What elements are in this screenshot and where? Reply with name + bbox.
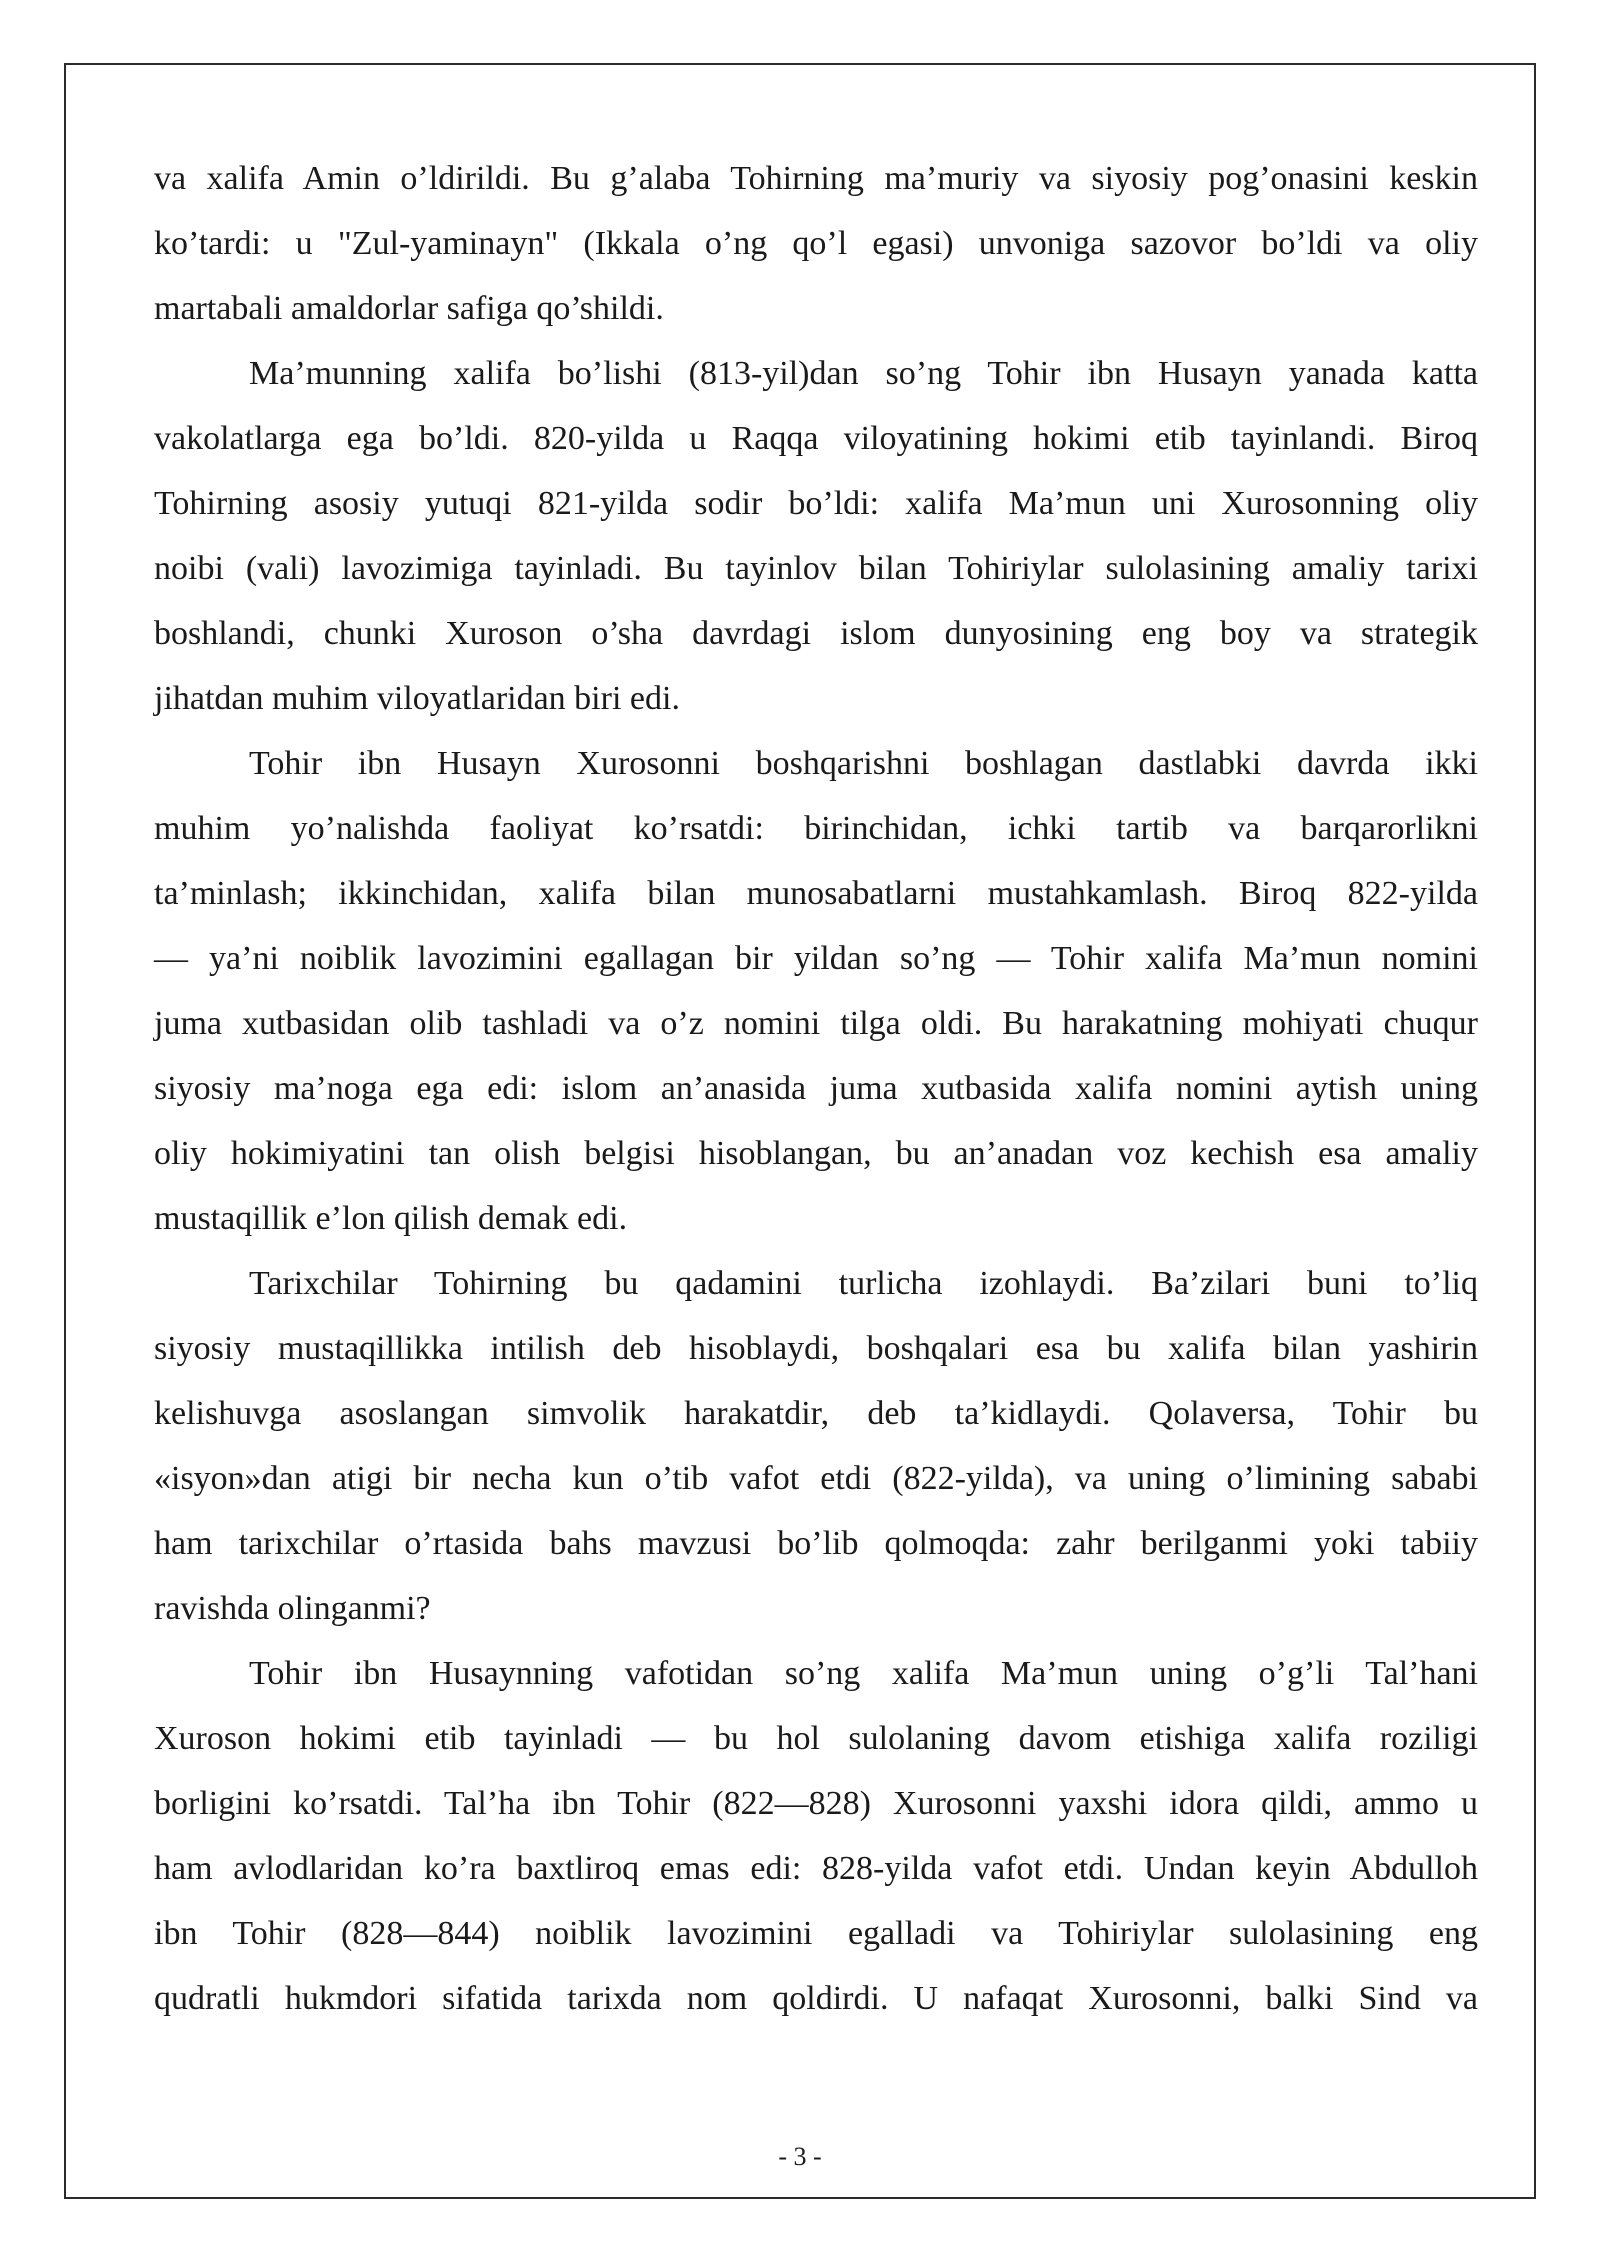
- text-line: noibi (vali) lavozimiga tayinladi. Bu tayinlov bilan Tohiriylar sulolasining amaliy tarixi: [154, 550, 1478, 587]
- text-line: borligini ko’rsatdi. Tal’ha ibn Tohir (822—828) Xurosonni yaxshi idora qildi, ammo u: [154, 1785, 1478, 1822]
- text-line: boshlandi, chunki Xuroson o’sha davrdagi islom dunyosining eng boy va strategik: [154, 615, 1478, 652]
- text-line: siyosiy ma’noga ega edi: islom an’anasida juma xutbasida xalifa nomini aytish uning: [154, 1070, 1478, 1107]
- text-line: muhim yo’nalishda faoliyat ko’rsatdi: birinchidan, ichki tartib va barqarorlikni: [154, 810, 1478, 847]
- text-line: — ya’ni noiblik lavozimini egallagan bir yildan so’ng — Tohir xalifa Ma’mun nomini: [154, 940, 1478, 977]
- text-line: oliy hokimiyatini tan olish belgisi hisoblangan, bu an’anadan voz kechish esa amaliy: [154, 1135, 1478, 1172]
- text-line: Ma’munning xalifa bo’lishi (813-yil)dan so’ng Tohir ibn Husayn yanada katta: [249, 355, 1478, 392]
- text-line: ravishda olinganmi?: [154, 1590, 431, 1627]
- text-line: Tohirning asosiy yutuqi 821-yilda sodir bo’ldi: xalifa Ma’mun uni Xurosonning oliy: [154, 485, 1478, 522]
- text-line: Tohir ibn Husaynning vafotidan so’ng xalifa Ma’mun uning o’g’li Tal’hani: [249, 1655, 1478, 1692]
- paragraph-5: [154, 1641, 1478, 2031]
- text-line: mustaqillik e’lon qilish demak edi.: [154, 1200, 628, 1237]
- paragraph-2: [154, 341, 1478, 731]
- paragraph-1: [154, 146, 1478, 341]
- text-line: kelishuvga asoslangan simvolik harakatdir, deb ta’kidlaydi. Qolaversa, Tohir bu: [154, 1395, 1478, 1432]
- text-line: Tohir ibn Husayn Xurosonni boshqarishni boshlagan dastlabki davrda ikki: [249, 745, 1478, 782]
- text-line: Xuroson hokimi etib tayinladi — bu hol sulolaning davom etishiga xalifa roziligi: [154, 1720, 1478, 1757]
- text-line: va xalifa Amin o’ldirildi. Bu g’alaba Tohirning ma’muriy va siyosiy pog’onasini keskin: [154, 160, 1478, 197]
- document-body: [154, 146, 1478, 2031]
- text-line: Tarixchilar Tohirning bu qadamini turlicha izohlaydi. Ba’zilari buni to’liq: [249, 1265, 1478, 1302]
- text-line: qudratli hukmdori sifatida tarixda nom qoldirdi. U nafaqat Xurosonni, balki Sind va: [154, 1980, 1478, 2017]
- text-line: ham avlodlaridan ko’ra baxtliroq emas edi: 828-yilda vafot etdi. Undan keyin Abdulloh: [154, 1850, 1478, 1887]
- paragraph-3: [154, 731, 1478, 1251]
- paragraph-4: [154, 1251, 1478, 1641]
- text-line: ibn Tohir (828—844) noiblik lavozimini egalladi va Tohiriylar sulolasining eng: [154, 1915, 1478, 1952]
- text-line: martabali amaldorlar safiga qo’shildi.: [154, 290, 664, 327]
- text-line: vakolatlarga ega bo’ldi. 820-yilda u Raqqa viloyatining hokimi etib tayinlandi. Biroq: [154, 420, 1478, 457]
- text-line: ta’minlash; ikkinchidan, xalifa bilan munosabatlarni mustahkamlash. Biroq 822-yilda: [154, 875, 1478, 912]
- text-line: ko’tardi: u "Zul-yaminayn" (Ikkala o’ng qo’l egasi) unvoniga sazovor bo’ldi va oliy: [154, 225, 1478, 262]
- text-line: juma xutbasidan olib tashladi va o’z nomini tilga oldi. Bu harakatning mohiyati chuqur: [154, 1005, 1478, 1042]
- text-line: jihatdan muhim viloyatlaridan biri edi.: [154, 680, 680, 717]
- text-line: «isyon»dan atigi bir necha kun o’tib vafot etdi (822-yilda), va uning o’limining sababi: [154, 1460, 1478, 1497]
- text-line: siyosiy mustaqillikka intilish deb hisoblaydi, boshqalari esa bu xalifa bilan yashirin: [154, 1330, 1478, 1367]
- text-line: ham tarixchilar o’rtasida bahs mavzusi bo’lib qolmoqda: zahr berilganmi yoki tabiiy: [154, 1525, 1478, 1562]
- page-number: - 3 -: [778, 2142, 822, 2171]
